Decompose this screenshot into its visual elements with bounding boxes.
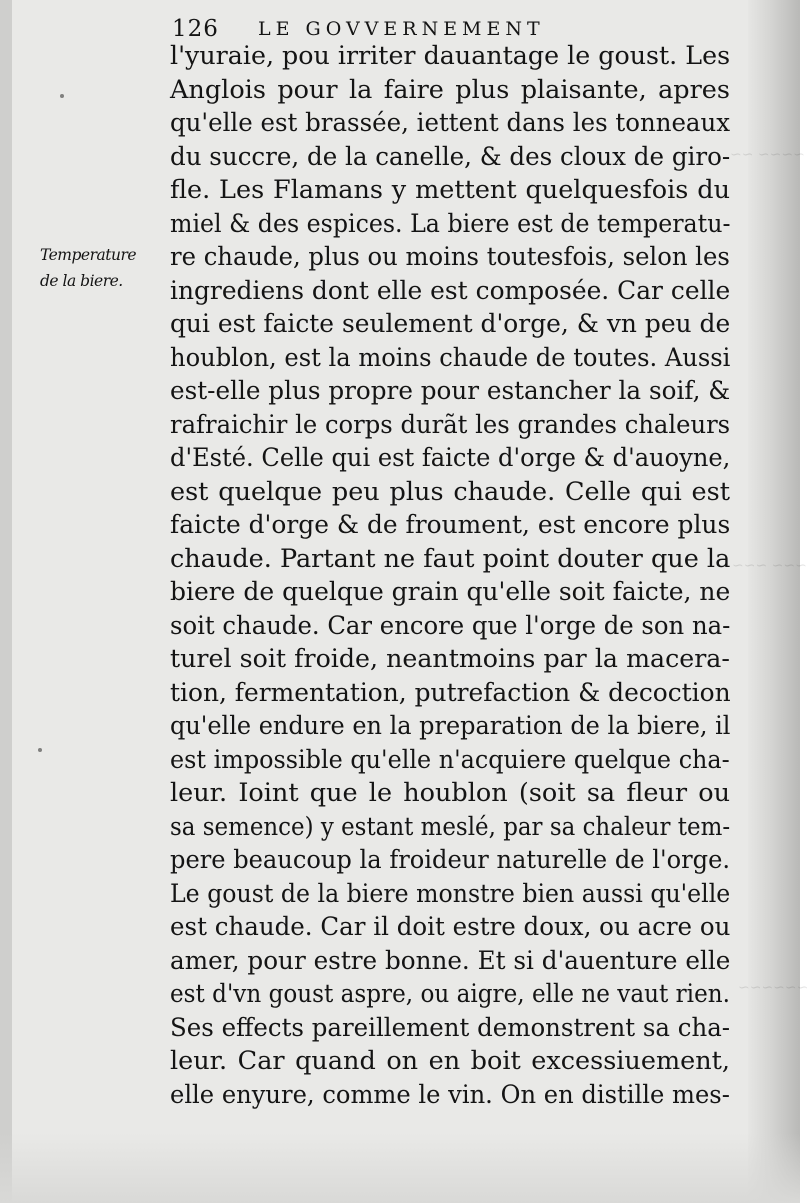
text-line: d'Esté. Celle qui est faicte d'orge & d'auoyne, [170,443,731,473]
text-line: est chaude. Car il doit estre doux, ou acre ou [170,912,731,942]
text-line: re chaude, plus ou moins toutesfois, selon les [170,242,730,272]
body-text [170,40,730,1112]
text-line: sa semence) y estant meslé, par sa chaleur tem- [170,811,731,842]
ink-speck [38,748,42,752]
text-line: chaude. Partant ne faut point douter que la [170,543,731,574]
text-line: est impossible qu'elle n'acquiere quelque cha- [170,744,730,775]
page-number: 126 [172,16,219,42]
show-through-ghost-text: ~~~ ~~~ [732,558,807,574]
text-line: fle. Les Flamans y mettent quelquesfois du [170,175,730,205]
show-through-ghost-text: ~~~~~~ [738,980,808,996]
text-line: leur. Car quand on en boit excessiuement, [170,1046,730,1076]
page-left-edge [0,0,12,1203]
text-line: est quelque peu plus chaude. Celle qui est [170,476,730,507]
text-line: turel soit froide, neantmoins par la macera- [170,644,730,674]
ink-speck [60,94,64,98]
text-line: pere beaucoup la froideur naturelle de l'orge. [170,845,731,875]
running-head [172,10,692,44]
page-right-edge-shadow [748,0,800,1203]
text-line: soit chaude. Car encore que l'orge de son na- [170,610,731,641]
text-line: faicte d'orge & de froument, est encore plus [170,510,731,540]
text-line: du succre, de la canelle, & des cloux de giro- [170,141,731,172]
text-line: qu'elle endure en la preparation de la biere, il [170,711,731,741]
text-line: elle enyure, comme le vin. On en distille mes- [170,1079,730,1110]
text-line: biere de quelque grain qu'elle soit faicte, ne [170,577,731,607]
text-line: Ses effects pareillement demonstrent sa cha- [170,1012,731,1043]
text-line: amer, pour estre bonne. Et si d'auenture elle [170,945,731,976]
text-line: rafraichir le corps durãt les grandes chaleurs [170,409,731,440]
text-line: miel & des espices. La biere est de temperatu- [170,208,731,239]
text-line: qu'elle est brassée, iettent dans les tonneaux [170,108,731,138]
text-line: leur. Ioint que le houblon (soit sa fleur ou [170,778,730,808]
running-title: LE GOVVERNEMENT [258,18,545,40]
text-line: est-elle plus propre pour estancher la soif, & [170,376,731,406]
marginal-note [40,242,168,294]
text-line: l'yuraie, pou irriter dauantage le goust. Les [170,41,731,71]
text-line: houblon, est la moins chaude de toutes. Aussi [170,342,731,373]
text-line: qui est faicte seulement d'orge, & vn peu de [170,309,731,339]
page-bottom-shadow [0,1133,800,1203]
marginal-note-line: Temperature [40,246,137,264]
text-line: ingrediens dont elle est composée. Car celle [170,275,731,306]
text-line: est d'vn goust aspre, ou aigre, elle ne vaut rien. [170,979,730,1009]
text-line: Le goust de la biere monstre bien aussi qu'elle [170,878,731,909]
text-line: tion, fermentation, putrefaction & decoction [170,677,731,708]
text-line: Anglois pour la faire plus plaisante, apres [170,74,730,105]
show-through-ghost-text: ~~~~ ~~ [730,147,805,163]
marginal-note-line: de la biere. [40,272,123,290]
